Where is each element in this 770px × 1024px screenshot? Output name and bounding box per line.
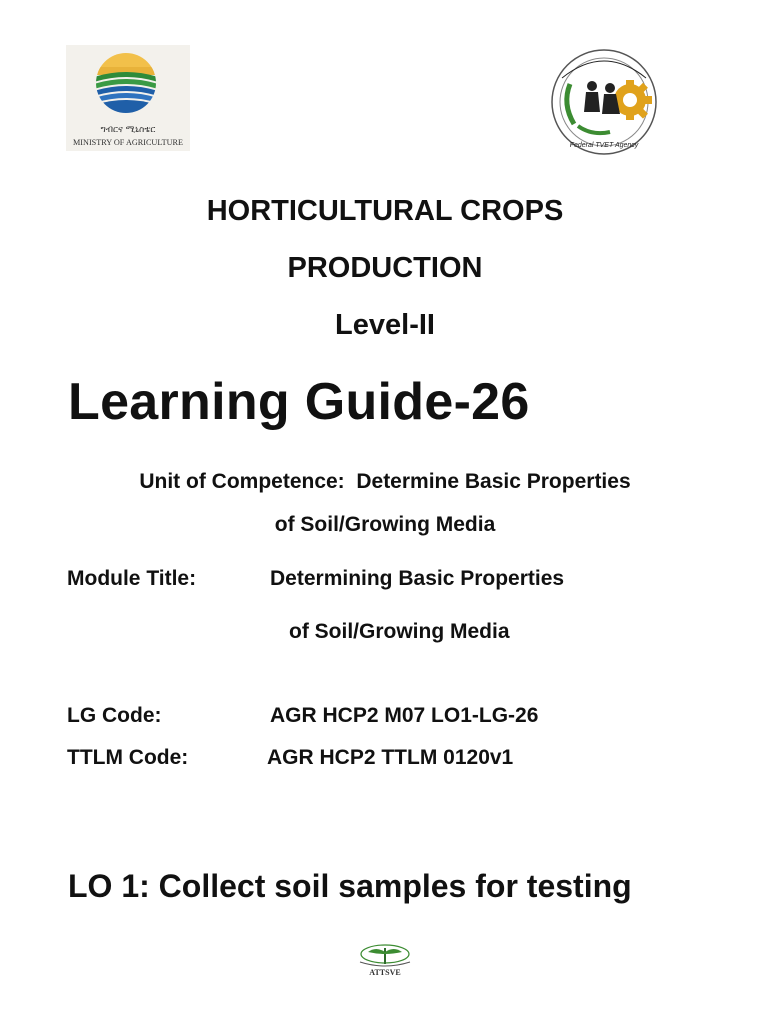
attsve-logo-text: ATTSVE <box>369 968 401 977</box>
tvet-logo-text: Federal TVET Agency <box>569 142 639 149</box>
learning-guide-title: Learning Guide-26 <box>68 373 530 431</box>
federal-tvet-agency-logo <box>540 48 668 156</box>
learning-outcome-title: LO 1: Collect soil samples for testing <box>68 868 632 904</box>
module-title-value-line1: Determining Basic Properties <box>270 567 565 590</box>
ministry-of-agriculture-logo <box>66 45 190 151</box>
moa-english-text: MINISTRY OF AGRICULTURE <box>73 138 183 147</box>
unit-of-competence-line2: of Soil/Growing Media <box>274 513 496 536</box>
lg-code-value: AGR HCP2 M07 LO1-LG-26 <box>270 704 539 727</box>
attsve-logo <box>350 942 420 978</box>
ttlm-code-label: TTLM Code: <box>67 746 189 769</box>
unit-of-competence-line1: Unit of Competence: Determine Basic Properties <box>139 470 631 493</box>
module-title-label: Module Title: <box>67 567 197 590</box>
program-title-line1: HORTICULTURAL CROPS <box>206 195 564 227</box>
level-label: Level-II <box>335 309 435 341</box>
moa-amharic-text: ግብርና ሚኒስቴር <box>100 125 156 135</box>
module-title-value-line2: of Soil/Growing Media <box>289 620 510 643</box>
program-title-line2: PRODUCTION <box>287 252 483 284</box>
ttlm-code-value: AGR HCP2 TTLM 0120v1 <box>267 746 514 769</box>
lg-code-label: LG Code: <box>67 704 162 727</box>
